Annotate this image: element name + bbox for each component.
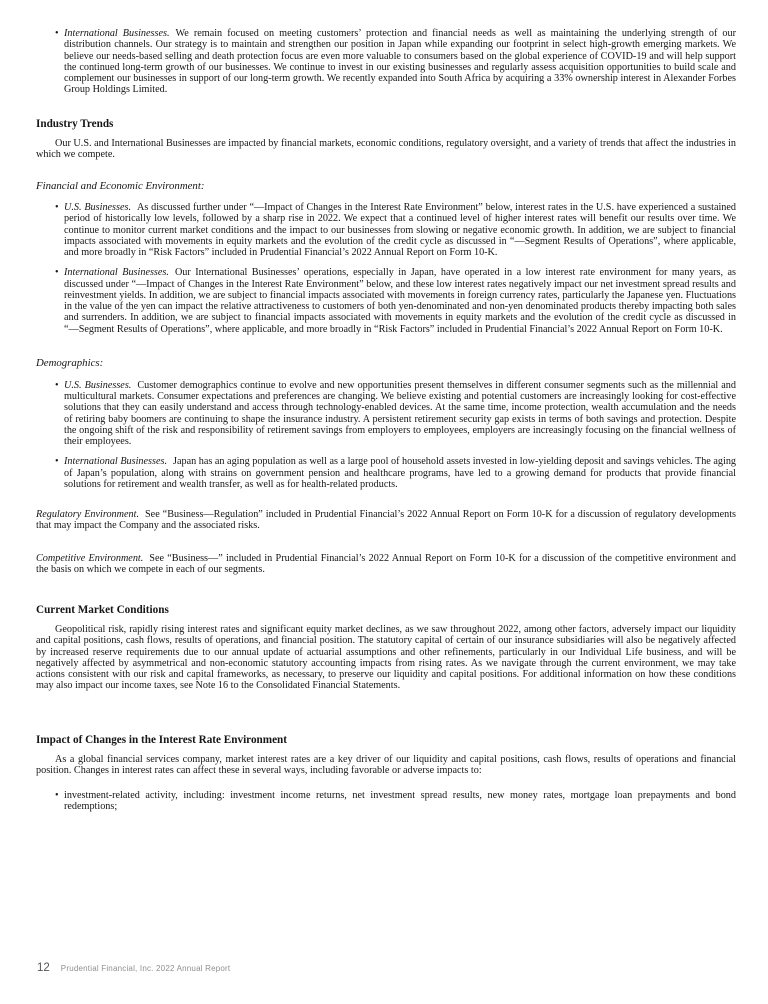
bullet-marker: • — [55, 456, 59, 468]
page-content — [36, 28, 736, 813]
competitive-environment-body: See “Business—” included in Prudential Financial’s 2022 Annual Report on Form 10-K for a discussion of the competitive environment and the basis on which we compete in each of our segments. — [36, 552, 736, 575]
page-footer — [37, 962, 230, 974]
bullet-body: Customer demographics continue to evolve and new opportunities present themselves in different consumer segments such as the millennial and multicultural markets. Consumer expectations and preferences are changing. We believe existing and potential customers are increasingly looking for cost-effective solutions that they can easily understand and access through technology-enabled devices. At the same time, income protection, wealth accumulation and the needs of retiring baby boomers are continuing to shape the insurance industry. A persistent retirement security gap exists in terms of both savings and protection. Despite the ongoing shift of the risk and responsibility of retirement savings from employers to employees, employers are increasingly focusing on the financial wellness of their employees. — [64, 379, 736, 447]
interest-rate-intro-paragraph: As a global financial services company, market interest rates are a key driver of our liquidity and capital positions, cash flows, results of operations and financial position. Changes in interest rates can affect these in several ways, including favorable or adverse impacts to: — [36, 753, 736, 776]
competitive-environment-lead: Competitive Environment. — [36, 552, 144, 564]
bullet-marker: • — [55, 790, 59, 801]
regulatory-environment-lead: Regulatory Environment. — [36, 509, 140, 520]
heading-industry-trends: Industry Trends — [36, 117, 114, 130]
bullet-body: investment-related activity, including: investment income returns, net investment spread results, new money rates, mortgage loan prepayments and bond redemptions; — [64, 790, 736, 813]
demographics-international-businesses-bullet — [36, 456, 736, 490]
demographics-us-businesses-bullet — [36, 380, 736, 448]
financial-international-businesses-bullet — [36, 267, 736, 335]
current-market-conditions-paragraph: Geopolitical risk, rapidly rising interest rates and significant equity market declines, as we saw throughout 2022, among other factors, adversely impact our liquidity and capital positions, cash flows, results of operations, and financial position. The statutory capital of certain of our insurance subsidiaries will also be negatively affected by increased reserve requirements due to our annual update of actuarial assumptions and other refinements, particularly in our Individual Life business, and will be negatively affected by asymmetrical and non-economic statutory accounting impacts from rising rates. As we navigate through the current environment, we may take actions consistent with our risk and capital frameworks, as necessary, to preserve our liquidity and capital positions. For additional information on how these conditions may also impact our income taxes, see Note 16 to the Consolidated Financial Statements. — [36, 624, 736, 692]
bullet-lead-international: International Businesses. — [64, 456, 168, 468]
heading-current-market-conditions: Current Market Conditions — [36, 604, 169, 616]
bullet-body: Our International Businesses’ operations, especially in Japan, have operated in a low interest rate environment for many years, as discussed under “—Impact of Changes in the Interest Rate Environment” below, and these low interest rates negatively impact our net investment spread results and reinvestment yields. In addition, we are subject to financial impacts associated with movements in foreign currency rates, particularly the Japanese yen. Fluctuations in the value of the yen can impact the relative attractiveness to customers of both yen-denominated and non-yen denominated products thereby impacting both sales and surrenders. In addition, we are subject to financial impacts associated with movements in equity markets and the evolution of the credit cycle as discussed in “—Segment Results of Operations”, where applicable, and more broadly in “Risk Factors” included in Prudential Financial’s 2022 Annual Report on Form 10-K. — [64, 267, 736, 335]
bullet-lead-us: U.S. Businesses. — [64, 379, 132, 391]
footer-report-title: Prudential Financial, Inc. 2022 Annual Report — [60, 964, 231, 973]
investment-activity-bullet — [36, 790, 736, 813]
regulatory-environment-paragraph — [36, 509, 736, 532]
bullet-body: Japan has an aging population as well as a large pool of household assets invested in low-yielding deposit and savings vehicles. The aging of Japan’s population, along with strains on government pension and healthcare programs, have led to a growing demand for products that provide financial solutions for retirement and wealth transfer, as well as for health-related products. — [64, 456, 737, 490]
bullet-lead-us: U.S. Businesses. — [64, 202, 132, 213]
bullet-marker: • — [55, 28, 59, 39]
bullet-body: We remain focused on meeting customers’ protection and financial needs as well as maintaining the underlying strength of our distribution channels. Our strategy is to maintain and strengthen our position in Japan while expanding our footprint in select high-growth emerging markets. We believe our needs-based selling and death protection focus are even more valuable to consumers based on the global experience of COVID-19 and will help support the continued long-term growth of our businesses. We continue to invest in our existing businesses and regularly assess acquisition opportunities to build scale and complement our businesses in support of our long-term growth. We recently expanded into South Africa by acquiring a 33% ownership interest in Alexander Forbes Group Holdings Limited. — [64, 28, 736, 96]
financial-us-businesses-bullet — [36, 202, 736, 258]
heading-financial-economic-environment: Financial and Economic Environment: — [36, 180, 205, 192]
bullet-marker: • — [55, 267, 59, 279]
page-number: 12 — [37, 962, 50, 974]
intro-international-bullet — [36, 28, 736, 96]
bullet-marker: • — [55, 379, 59, 391]
competitive-environment-paragraph — [36, 553, 736, 576]
industry-trends-intro: Our U.S. and International Businesses are impacted by financial markets, economic conditions, regulatory oversight, and a variety of trends that affect the industries in which we compete. — [36, 137, 736, 160]
bullet-body: As discussed further under “—Impact of Changes in the Interest Rate Environment” below, interest rates in the U.S. have experienced a sustained period of historically low levels, followed by a sharp rise in 2022. We expect that a continued level of higher interest rates will benefit our results over time. We continue to monitor current market conditions and the impact to our businesses from slowing or negative economic growth. In addition, we are subject to financial impacts associated with movements in equity markets and the evolution of the credit cycle as discussed in “—Segment Results of Operations”, where applicable, and more broadly in “Risk Factors” included in Prudential Financial’s 2022 Annual Report on Form 10-K. — [64, 202, 737, 258]
bullet-marker: • — [55, 202, 59, 213]
heading-impact-interest-rate: Impact of Changes in the Interest Rate Environment — [36, 733, 287, 746]
bullet-lead-international: International Businesses. — [64, 267, 169, 279]
regulatory-environment-body: See “Business—Regulation” included in Prudential Financial’s 2022 Annual Report on Form 10-K for a discussion of regulatory developments that may impact the Company and the associated risks. — [36, 509, 736, 532]
bullet-lead-international: International Businesses. — [64, 28, 170, 39]
heading-demographics: Demographics: — [36, 356, 104, 369]
